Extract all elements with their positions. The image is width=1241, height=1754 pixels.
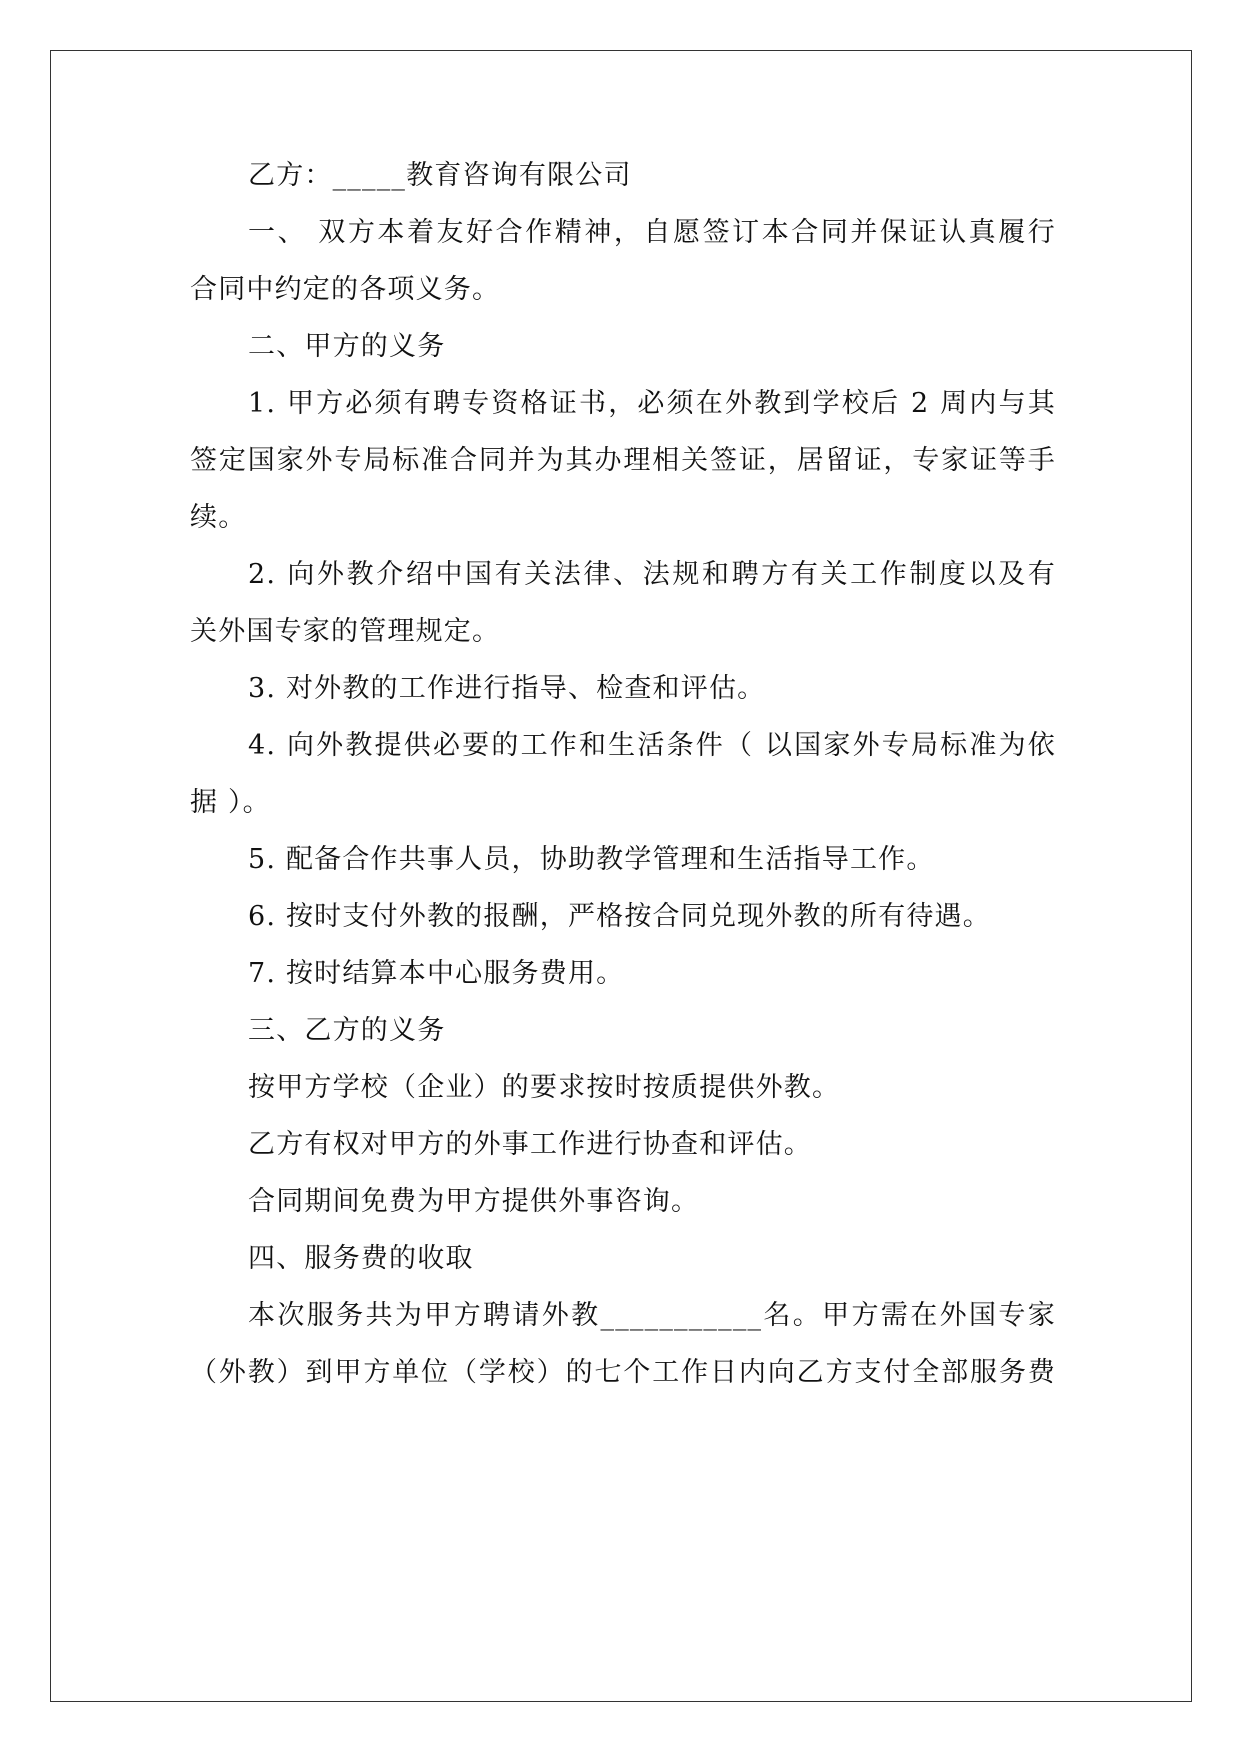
item-2-4-line-1: 4. 向外教提供必要的工作和生活条件（ 以国家外专局标准为依 — [248, 730, 1056, 761]
section-2-heading: 二、甲方的义务 — [248, 331, 446, 362]
item-2-1-line-2: 签定国家外专局标准合同并为其办理相关签证，居留证，专家证等手 — [190, 445, 1056, 476]
item-2-3: 3. 对外教的工作进行指导、检查和评估。 — [248, 673, 766, 704]
section-3-item-3: 合同期间免费为甲方提供外事咨询。 — [248, 1186, 700, 1217]
item-2-5: 5. 配备合作共事人员，协助教学管理和生活指导工作。 — [248, 844, 935, 875]
item-2-1-line-1: 1. 甲方必须有聘专资格证书，必须在外教到学校后 2 周内与其 — [248, 388, 1056, 419]
item-2-6: 6. 按时支付外教的报酬，严格按合同兑现外教的所有待遇。 — [248, 901, 991, 932]
section-4-line-2: （外教）到甲方单位（学校）的七个工作日内向乙方支付全部服务费 — [190, 1357, 1056, 1388]
item-2-7: 7. 按时结算本中心服务费用。 — [248, 958, 625, 989]
section-4-heading: 四、服务费的收取 — [248, 1243, 474, 1274]
section-4-line-1: 本次服务共为甲方聘请外教___________名。甲方需在外国专家 — [248, 1300, 1056, 1331]
item-2-1-line-3: 续。 — [190, 502, 247, 533]
section-3-item-2: 乙方有权对甲方的外事工作进行协查和评估。 — [248, 1129, 812, 1160]
party-b-line: 乙方：_____教育咨询有限公司 — [248, 160, 632, 191]
section-3-item-1: 按甲方学校（企业）的要求按时按质提供外教。 — [248, 1072, 841, 1103]
clause-1-line-2: 合同中约定的各项义务。 — [190, 274, 501, 305]
clause-1-line-1: 一、 双方本着友好合作精神，自愿签订本合同并保证认真履行 — [248, 217, 1056, 248]
item-2-4-line-2: 据 ）。 — [190, 787, 271, 818]
item-2-2-line-2: 关外国专家的管理规定。 — [190, 616, 501, 647]
item-2-2-line-1: 2. 向外教介绍中国有关法律、法规和聘方有关工作制度以及有 — [248, 559, 1056, 590]
section-3-heading: 三、乙方的义务 — [248, 1015, 446, 1046]
